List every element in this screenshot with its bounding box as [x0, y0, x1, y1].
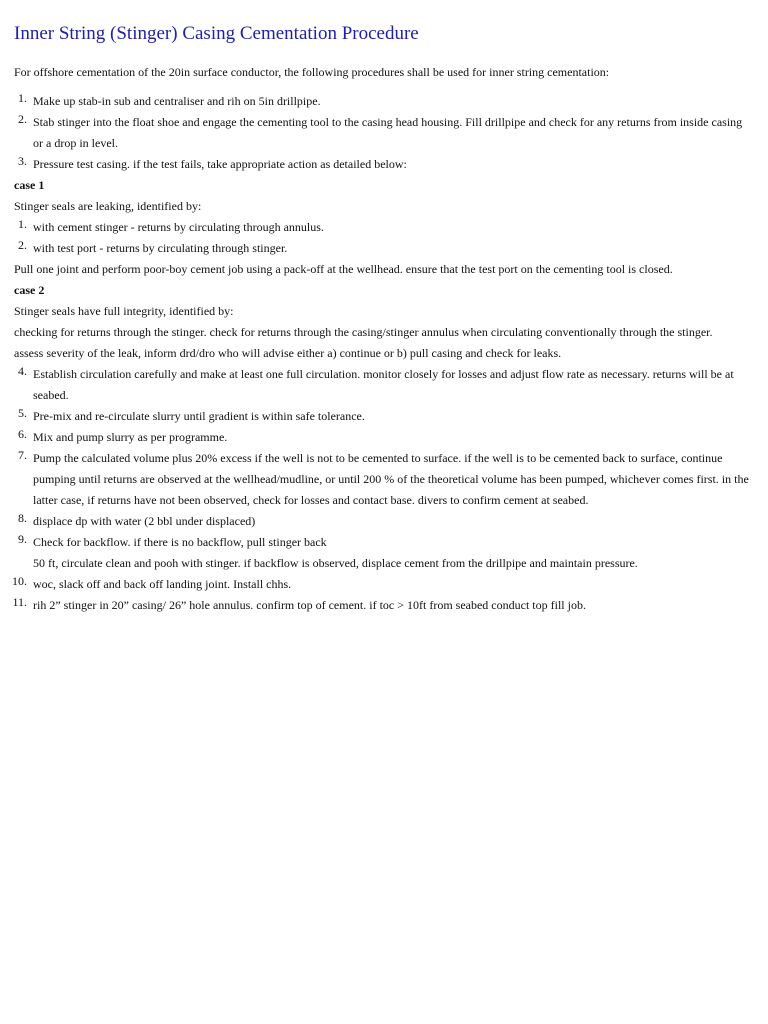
step-number: 6. — [18, 427, 27, 441]
intro-paragraph: For offshore cementation of the 20in surface conductor, the following procedures shall be used for inner string cementation: — [14, 65, 610, 79]
case-2-heading: case 2 — [14, 283, 45, 297]
step-text: displace dp with water (2 bbl under displaced) — [33, 514, 256, 528]
item-number: 2. — [18, 238, 27, 252]
list-item — [14, 112, 754, 154]
list-item — [14, 511, 754, 532]
step-number: 3. — [18, 154, 27, 168]
step-number: 9. — [18, 532, 27, 546]
step-number: 10. — [12, 574, 27, 588]
procedure-steps-continued — [14, 364, 754, 616]
item-number: 1. — [18, 217, 27, 231]
step-text: Pressure test casing. if the test fails, take appropriate action as detailed below: — [33, 157, 407, 171]
case-1-heading: case 1 — [14, 178, 45, 192]
step-number: 5. — [18, 406, 27, 420]
list-item — [14, 364, 754, 406]
step-text: Stab stinger into the float shoe and engage the cementing tool to the casing head housing. Fill drillpipe and check for any returns from inside casing or a drop in level. — [33, 115, 743, 150]
step-text: Establish circulation carefully and make at least one full circulation. monitor closely for losses and adjust flow rate as necessary. returns will be at seabed. — [33, 367, 734, 402]
page-title: Inner String (Stinger) Casing Cementation Procedure — [14, 23, 419, 44]
case-2-line-2: assess severity of the leak, inform drd/dro who will advise either a) continue or b) pull casing and check for leaks. — [14, 346, 562, 360]
list-item — [14, 406, 754, 427]
step-number: 2. — [18, 112, 27, 126]
list-item — [14, 532, 754, 574]
list-item — [14, 154, 754, 175]
list-item — [14, 238, 754, 259]
step-number: 1. — [18, 91, 27, 105]
case-2-description: Stinger seals have full integrity, identified by: — [14, 304, 234, 318]
item-text: with cement stinger - returns by circulating through annulus. — [33, 220, 324, 234]
step-9-continuation-wrap — [33, 553, 754, 574]
list-item — [14, 91, 754, 112]
case-1-action: Pull one joint and perform poor-boy cement job using a pack-off at the wellhead. ensure that the test port on the cementing tool is closed. — [14, 262, 673, 276]
case-1-indicators — [14, 217, 754, 259]
list-item — [14, 595, 754, 616]
list-item — [14, 448, 754, 511]
step-text: rih 2” stinger in 20” casing/ 26” hole annulus. confirm top of cement. if toc > 10ft from seabed conduct top fill job. — [33, 598, 586, 612]
list-item — [14, 217, 754, 238]
list-item — [14, 574, 754, 595]
case-1-description: Stinger seals are leaking, identified by: — [14, 199, 202, 213]
step-text: Make up stab-in sub and centraliser and rih on 5in drillpipe. — [33, 94, 321, 108]
item-text: with test port - returns by circulating through stinger. — [33, 241, 288, 255]
list-item — [14, 427, 754, 448]
step-text: Pump the calculated volume plus 20% excess if the well is not to be cemented to surface. if the well is to be cemented back to surface, continue pumping until returns are observed at the wellhead/mudline, or until 200 % of the theoretical volume has been pumped, whichever comes first. in the latter case, if returns have not been observed, check for losses and contact base. divers to confirm cement at seabed. — [33, 451, 749, 507]
step-number: 7. — [18, 448, 27, 462]
step-text: woc, slack off and back off landing joint. Install chhs. — [33, 577, 292, 591]
step-number: 11. — [12, 595, 27, 609]
step-number: 8. — [18, 511, 27, 525]
case-2-line-1: checking for returns through the stinger. check for returns through the casing/stinger annulus when circulating conventionally through the stinger. — [14, 325, 713, 339]
procedure-steps-initial — [14, 91, 754, 175]
step-number: 4. — [18, 364, 27, 378]
step-text: Check for backflow. if there is no backflow, pull stinger back — [33, 535, 327, 549]
step-text: Pre-mix and re-circulate slurry until gradient is within safe tolerance. — [33, 409, 365, 423]
step-9-continuation: 50 ft, circulate clean and pooh with stinger. if backflow is observed, displace cement from the drillpipe and maintain pressure. — [33, 556, 638, 570]
step-text: Mix and pump slurry as per programme. — [33, 430, 228, 444]
